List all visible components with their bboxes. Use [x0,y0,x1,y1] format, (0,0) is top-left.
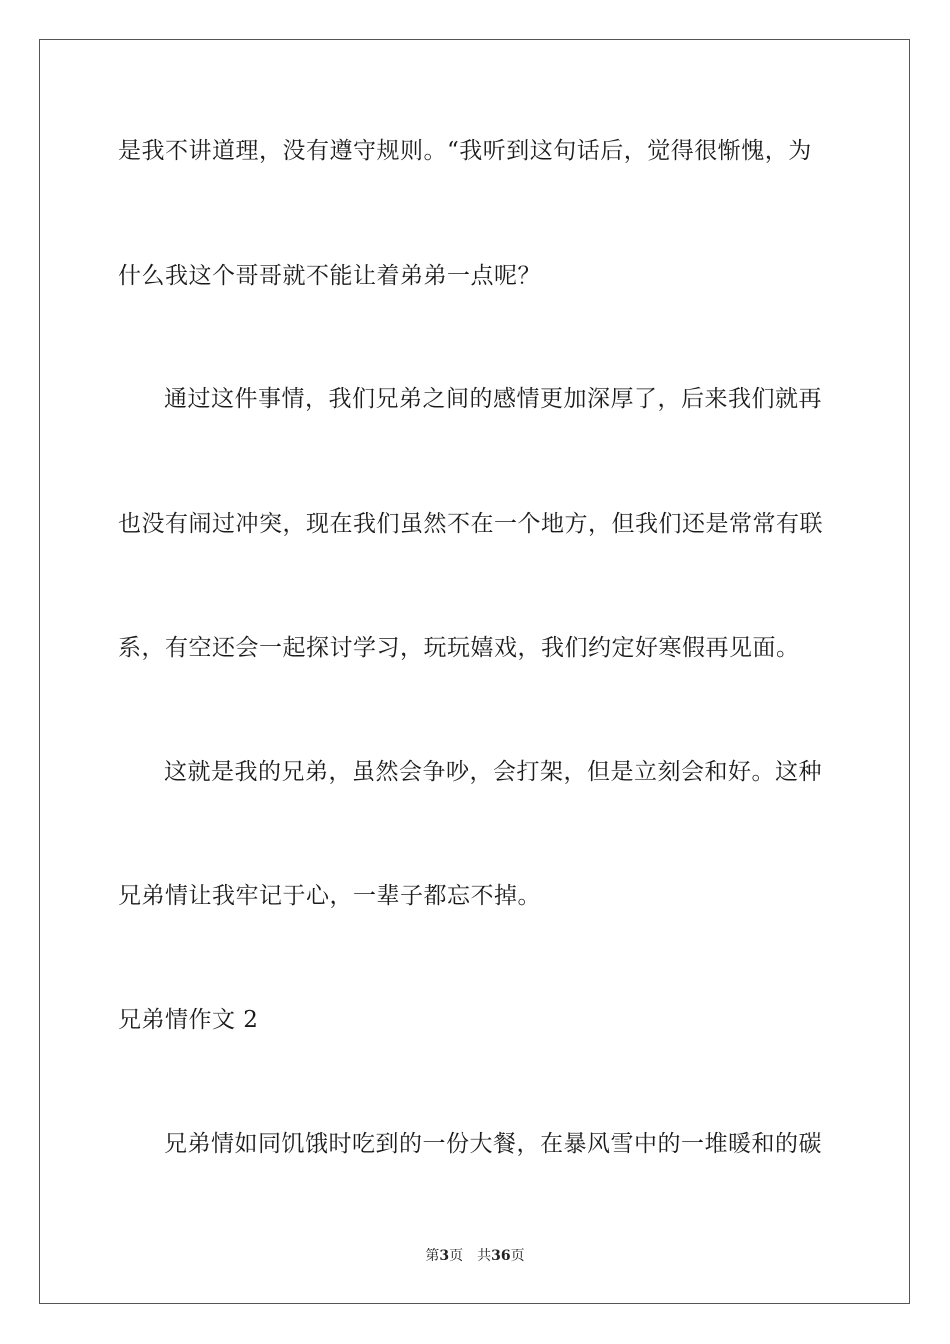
footer-page-current: 3 [439,1248,450,1264]
text-line-9: 兄弟情如同饥饿时吃到的一份大餐，在暴风雪中的一堆暖和的碳 [164,1131,822,1157]
footer-total-suffix: 页 [510,1248,525,1264]
footer-page-suffix: 页 [449,1248,464,1264]
text-line-5: 系，有空还会一起探讨学习，玩玩嬉戏，我们约定好寒假再见面。 [118,635,800,661]
section-heading: 兄弟情作文 2 [118,1007,259,1033]
text-line-2: 什么我这个哥哥就不能让着弟弟一点呢？ [118,263,541,289]
page-border [39,39,910,1304]
text-line-4: 也没有闹过冲突，现在我们虽然不在一个地方，但我们还是常常有联 [118,511,823,537]
page-footer [0,1247,950,1265]
footer-total-prefix: 共 [477,1248,492,1264]
text-line-7: 兄弟情让我牢记于心，一辈子都忘不掉。 [118,883,541,909]
text-line-6: 这就是我的兄弟，虽然会争吵，会打架，但是立刻会和好。这种 [164,759,822,785]
text-line-1: 是我不讲道理，没有遵守规则。“我听到这句话后，觉得很惭愧，为 [118,138,812,164]
footer-page-total: 36 [491,1248,511,1264]
footer-page-prefix: 第 [425,1248,440,1264]
text-line-3: 通过这件事情，我们兄弟之间的感情更加深厚了，后来我们就再 [164,386,822,412]
